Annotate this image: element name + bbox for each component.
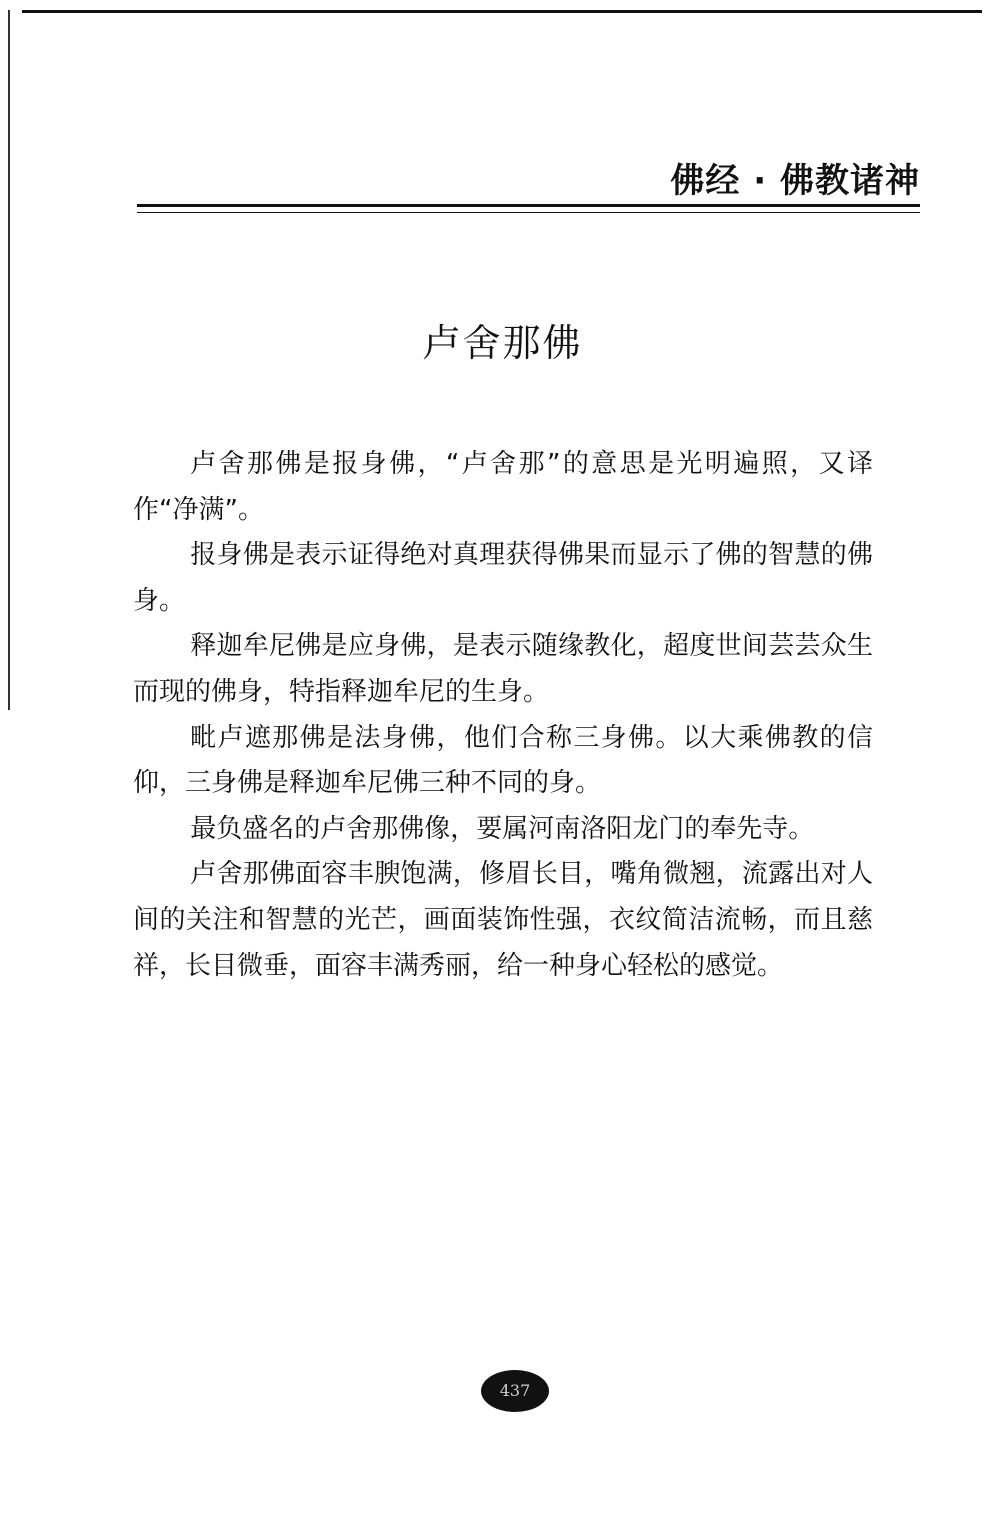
paragraph: 毗卢遮那佛是法身佛，他们合称三身佛。以大乘佛教的信仰，三身佛是释迦牟尼佛三种不同的身。 xyxy=(133,722,873,799)
top-border-line xyxy=(22,10,982,13)
paragraph: 报身佛是表示证得绝对真理获得佛果而显示了佛的智慧的佛身。 xyxy=(133,540,873,616)
header-rule-thin xyxy=(137,212,920,213)
header-rule-thick xyxy=(137,204,920,207)
paragraph: 最负盛名的卢舍那佛像，要属河南洛阳龙门的奉先寺。 xyxy=(190,813,815,844)
page-title: 卢舍那佛 xyxy=(422,321,583,365)
paragraph: 释迦牟尼佛是应身佛，是表示随缘教化，超度世间芸芸众生而现的佛身，特指释迦牟尼的生身。 xyxy=(133,631,873,707)
body-text xyxy=(133,442,873,989)
running-header: 佛经 · 佛教诸神 xyxy=(670,161,920,201)
page-number: 437 xyxy=(481,1370,549,1412)
paragraph: 卢舍那佛是报身佛，“卢舍那”的意思是光明遍照，又译作“净满”。 xyxy=(133,449,873,525)
paragraph: 卢舍那佛面容丰腴饱满，修眉长目，嘴角微翘，流露出对人间的关注和智慧的光芒，画面装饰性强，衣纹简洁流畅，而且慈祥，长目微垂，面容丰满秀丽，给一种身心轻松的感觉。 xyxy=(133,859,873,981)
